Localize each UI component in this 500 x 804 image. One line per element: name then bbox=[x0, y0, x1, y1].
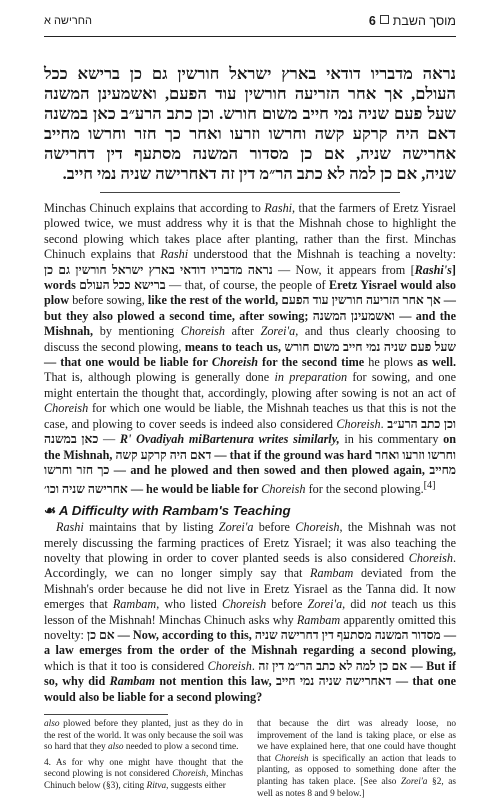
divider bbox=[100, 192, 400, 193]
hebrew-passage bbox=[44, 64, 456, 184]
footnote-text: that because the dirt was already loose, no improvement of the land is taking place, or else as we have explained here, that one could have thought that Choreish is specifically an action that leads to planting, as opposed to something done after the planting has taken place. [See also Zorei'a §2, as well as notes 8 and 9 below.] bbox=[257, 719, 457, 799]
commentary-paragraph: Minchas Chinuch explains that according to Rashi, that the farmers of Eretz Yisrael plowed twice, we must address why it is that the Mishnah chose to highlight the second plowing which takes place after planting, rather than the first. Minchas Chinuch explains that Rashi understood that the Mishnah is teaching a novelty: נראה מדבריו דודאי בארץ ישראל חורשין גם כן — Now, it appears from [Rashi's] words ברישא ככל העולם — that, of course, the people of Eretz Yisrael would also plow before sowing, like the rest of the world, אך אחר הזריעה חורשין עוד הפעם — but they also plowed a second time, after sowing; ואשמעינן המשנה — and the Mishnah, by mentioning Choreish after Zorei'a, and thus clearly choosing to discuss the second plowing, means to teach us, שעל פעם שניה נמי חייב משום חורש — that one would be liable for Choreish for the second time he plows as well. That is, although plowing is generally done in preparation for sowing, and one might entertain the thought that, accordingly, plowing after sowing is not an act of Choreish for which one would be liable, the Mishnah teaches us that this is not the case, and plowing to cover seeds is indeed also considered Choreish. וכן כתב הרע״ב כאן במשנה — R' Ovadiyah miBartenura writes similarly, in his commentary on the Mishnah, דאם היה קרקע קשה — that if the ground was hard וחרשו וזרעו ואחר כך חזר וחרשו — and he plowed and then sowed and then plowed again, מחייב אחרישה שניה וכו׳ — he would be liable for Choreish for the second plowing.[4] bbox=[44, 201, 457, 497]
hebrew-line: העולם, אך אחר הזריעה חורשין עוד הפעם, ואשמעינן המשנה bbox=[44, 84, 456, 103]
commentary-paragraph: Rashi maintains that by listing Zorei'a before Choreish, the Mishnah was not merely discussing the farming practices of Eretz Yisrael; it was also teaching the novelty that plowing in order to cover planted seeds is also considered Choreish. Accordingly, we can no longer simply say that Rambam deviated from the Mishnah's order because he did not live in Eretz Yisrael as the Tanna did. It now emerges that Rambam, who listed Choreish before Zorei'a, did not teach us this lesson of the Mishnah! Minchas Chinuch asks why Rambam apparently omitted this novelty: אם כן — Now, according to this, מסדור המשנה מסתעף דין דחרישה שניה — a law emerges from the order of the Mishnah regarding a second plowing, which is that it too is considered Choreish. אם כן למה לא כתב הר״מ דין זה — But if so, why did Rambam not mention this law, דאחרישה שניה נמי חייב — that one would also be liable for a second plowing? bbox=[44, 520, 457, 704]
section-title: החרישה א bbox=[44, 15, 92, 27]
header-right bbox=[369, 14, 456, 28]
commentary bbox=[44, 201, 456, 705]
hebrew-line: דאם היה קרקע קשה וחרשו וזרעו ואחר כך חזר וחרשו מחייב bbox=[44, 124, 456, 143]
footnote-4: 4. As for why one might have thought that the second plowing is not considered Choreish, Minchas Chinuch below (§3), citing Ritva, suggests either bbox=[44, 757, 244, 792]
footnote-column-left bbox=[44, 719, 243, 804]
hebrew-line: אחרישה שניה, אם כן מסדור המשנה מסתעף דין דחרישה bbox=[44, 144, 456, 163]
footnote-divider bbox=[44, 714, 168, 715]
hebrew-line: שעל פעם שניה נמי חייב משום חורש. וכן כתב הרע״ב כאן במשנה bbox=[44, 104, 456, 123]
footnotes bbox=[44, 719, 456, 804]
footnote-marker[interactable]: [4] bbox=[423, 480, 436, 492]
hebrew-line: שניה, אם כן למה לא כתב הר״מ דין זה דאחרישה שניה נמי חייב. bbox=[62, 164, 456, 183]
footnote-column-right bbox=[257, 719, 456, 804]
section-heading: ☙ A Difficulty with Rambam's Teaching bbox=[44, 502, 291, 518]
square-ornament-icon bbox=[380, 15, 389, 24]
footnote-text: also plowed before they planted, just as they do in the rest of the world. It was only because the soil was so hard that they also needed to plow a second time. bbox=[44, 719, 243, 753]
hebrew-line: נראה מדבריו דודאי בארץ ישראל חורשין גם כן ברישא ככל bbox=[44, 64, 456, 83]
running-header bbox=[44, 0, 456, 37]
book-title: מוסך השבת bbox=[392, 14, 456, 28]
page-number: 6 bbox=[368, 14, 376, 28]
leaf-ornament-icon: ☙ bbox=[44, 502, 56, 518]
